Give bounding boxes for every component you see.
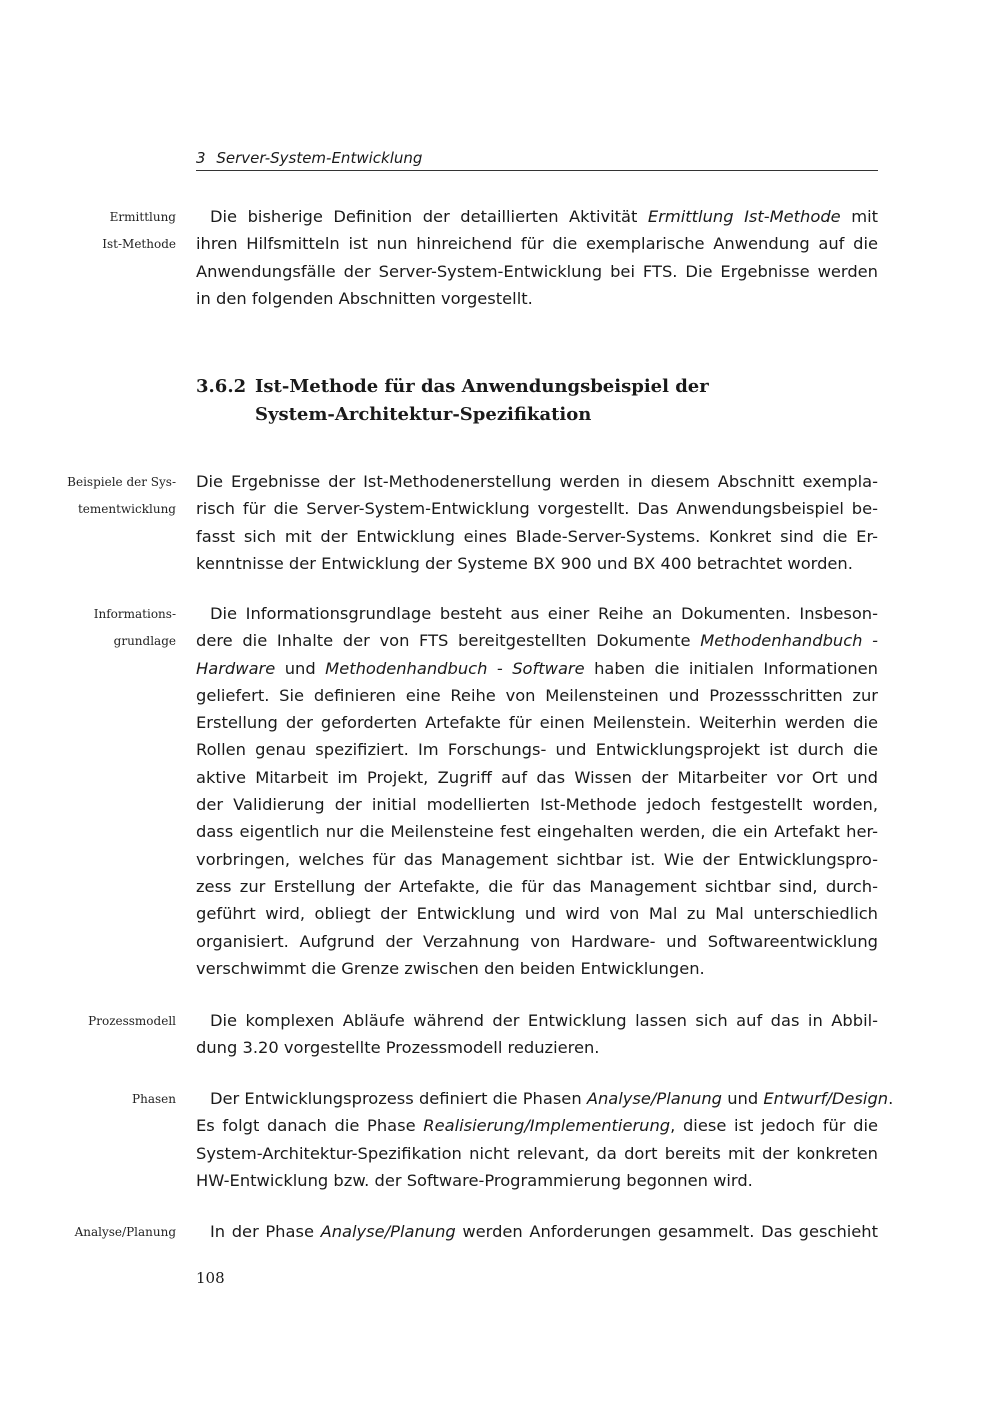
section-title-line-2: System-Architektur-Spezifikation	[255, 404, 592, 425]
emphasis: Ermittlung Ist-Methode	[647, 207, 841, 226]
margin-note-line: tementwicklung	[77, 502, 176, 517]
header-chapter-title: Server-System-Entwicklung	[216, 149, 423, 167]
margin-note-line: Prozessmodell	[88, 1014, 176, 1028]
margin-note-line: Phasen	[132, 1092, 176, 1106]
text-span: werden Anforderungen gesammelt. Das geschieht	[455, 1222, 879, 1241]
text-line: verschwimmt die Grenze zwischen den beiden Entwicklungen.	[196, 958, 705, 978]
text-span: haben die initialen Informationen	[584, 658, 878, 678]
text-line: Anwendungsfälle der Server-System-Entwicklung bei FTS. Die Ergebnisse werden	[196, 261, 878, 281]
text-line: Erstellung der geforderten Artefakte für einen Meilenstein. Weiterhin werden die	[196, 713, 878, 733]
margin-note-line: Ist-Methode	[102, 237, 176, 252]
text-line: dass eigentlich nur die Meilensteine fest eingehalten werden, die ein Artefakt her-	[196, 822, 878, 842]
margin-note-beispiele	[6, 469, 176, 524]
margin-note-line: grundlage	[113, 634, 176, 649]
text-span: und	[722, 1089, 764, 1108]
text-line	[196, 655, 878, 682]
text-span: mit	[840, 207, 878, 226]
text-line: Die Informationsgrundlage besteht aus einer Reihe an Dokumenten. Insbeson-	[210, 604, 878, 623]
paragraph-informationsgrundlage	[196, 600, 878, 982]
text-line: ihren Hilfsmitteln ist nun hinreichend für die exemplarische Anwendung auf die	[196, 234, 878, 254]
text-line: der Validierung der initial modellierten Ist-Methode jedoch festgestellt worden,	[196, 795, 878, 815]
emphasis: Entwurf/Design	[763, 1089, 889, 1108]
page-number: 108	[196, 1269, 225, 1287]
emphasis: Methodenhandbuch -	[700, 631, 878, 651]
text-line: Die komplexen Abläufe während der Entwicklung lassen sich auf das in Abbil-	[210, 1011, 878, 1030]
paragraph-ermittlung	[196, 203, 878, 312]
text-line	[196, 627, 878, 654]
text-line: organisiert. Aufgrund der Verzahnung von Hardware- und Softwareentwicklung	[196, 931, 878, 951]
text-line	[196, 203, 878, 230]
text-span: .	[888, 1089, 894, 1108]
emphasis: Analyse/Planung	[586, 1089, 723, 1108]
emphasis: Hardware	[196, 658, 276, 678]
running-header	[196, 148, 878, 171]
margin-note-analyse	[6, 1219, 176, 1246]
paragraph-phasen	[196, 1085, 894, 1194]
text-line: dung 3.20 vorgestellte Prozessmodell reduzieren.	[196, 1038, 600, 1058]
text-line: Rollen genau spezifiziert. Im Forschungs- und Entwicklungsprojekt ist durch die	[196, 740, 878, 760]
emphasis: Analyse/Planung	[320, 1222, 456, 1241]
section-title-line-1: Ist-Methode für das Anwendungsbeispiel der	[255, 376, 709, 397]
text-span: Der Entwicklungsprozess definiert die Phasen	[210, 1089, 587, 1108]
margin-note-line: Beispiele der Sys-	[67, 475, 176, 489]
text-line: kenntnisse der Entwicklung der Systeme BX 900 und BX 400 betrachtet worden.	[196, 553, 853, 573]
margin-note-line: Analyse/Planung	[74, 1225, 176, 1239]
text-line: geführt wird, obliegt der Entwicklung und wird von Mal zu Mal unterschiedlich	[196, 904, 878, 924]
margin-note-phasen	[6, 1086, 176, 1113]
text-line: fasst sich mit der Entwicklung eines Blade-Server-Systems. Konkret sind die Er-	[196, 526, 878, 546]
text-span: Es folgt danach die Phase	[196, 1116, 424, 1136]
text-span: , diese ist jedoch für die	[670, 1116, 879, 1136]
margin-note-informationsgrundlage	[6, 601, 176, 656]
text-line	[196, 1112, 878, 1139]
emphasis: Realisierung/Implementierung	[423, 1116, 671, 1136]
margin-note-line: Ermittlung	[109, 210, 176, 224]
emphasis: Methodenhandbuch - Software	[325, 658, 585, 678]
text-line: geliefert. Sie definieren eine Reihe von Meilensteinen und Prozessschritten zur	[196, 685, 878, 705]
section-number: 3.6.2	[196, 376, 247, 397]
margin-note-prozessmodell	[6, 1008, 176, 1035]
text-span: Die bisherige Definition der detaillierten Aktivität	[210, 207, 648, 226]
margin-note-line: Informations-	[93, 607, 176, 621]
header-chapter-number: 3	[196, 149, 206, 167]
text-line: zess zur Erstellung der Artefakte, die für das Management sichtbar sind, durch-	[196, 876, 878, 896]
text-line: System-Architektur-Spezifikation nicht relevant, da dort bereits mit der konkreten	[196, 1143, 878, 1163]
paragraph-prozessmodell	[196, 1007, 878, 1062]
text-span: und	[275, 658, 326, 678]
margin-note-ermittlung	[6, 204, 176, 259]
text-span: dere die Inhalte der von FTS bereitgestellten Dokumente	[196, 631, 701, 651]
text-line: in den folgenden Abschnitten vorgestellt.	[196, 288, 533, 308]
paragraph-beispiele	[196, 468, 878, 577]
section-heading	[196, 373, 878, 429]
paragraph-analyse	[196, 1218, 878, 1245]
text-line: vorbringen, welches für das Management sichtbar ist. Wie der Entwicklungspro-	[196, 849, 878, 869]
text-line: HW-Entwicklung bzw. der Software-Programmierung begonnen wird.	[196, 1170, 753, 1190]
text-line: Die Ergebnisse der Ist-Methodenerstellung werden in diesem Abschnitt exempla-	[196, 472, 878, 491]
text-line: risch für die Server-System-Entwicklung vorgestellt. Das Anwendungsbeispiel be-	[196, 499, 878, 519]
text-line	[196, 1218, 878, 1245]
text-line	[196, 1085, 894, 1112]
text-span: In der Phase	[210, 1222, 321, 1241]
text-line: aktive Mitarbeit im Projekt, Zugriff auf das Wissen der Mitarbeiter vor Ort und	[196, 767, 878, 787]
